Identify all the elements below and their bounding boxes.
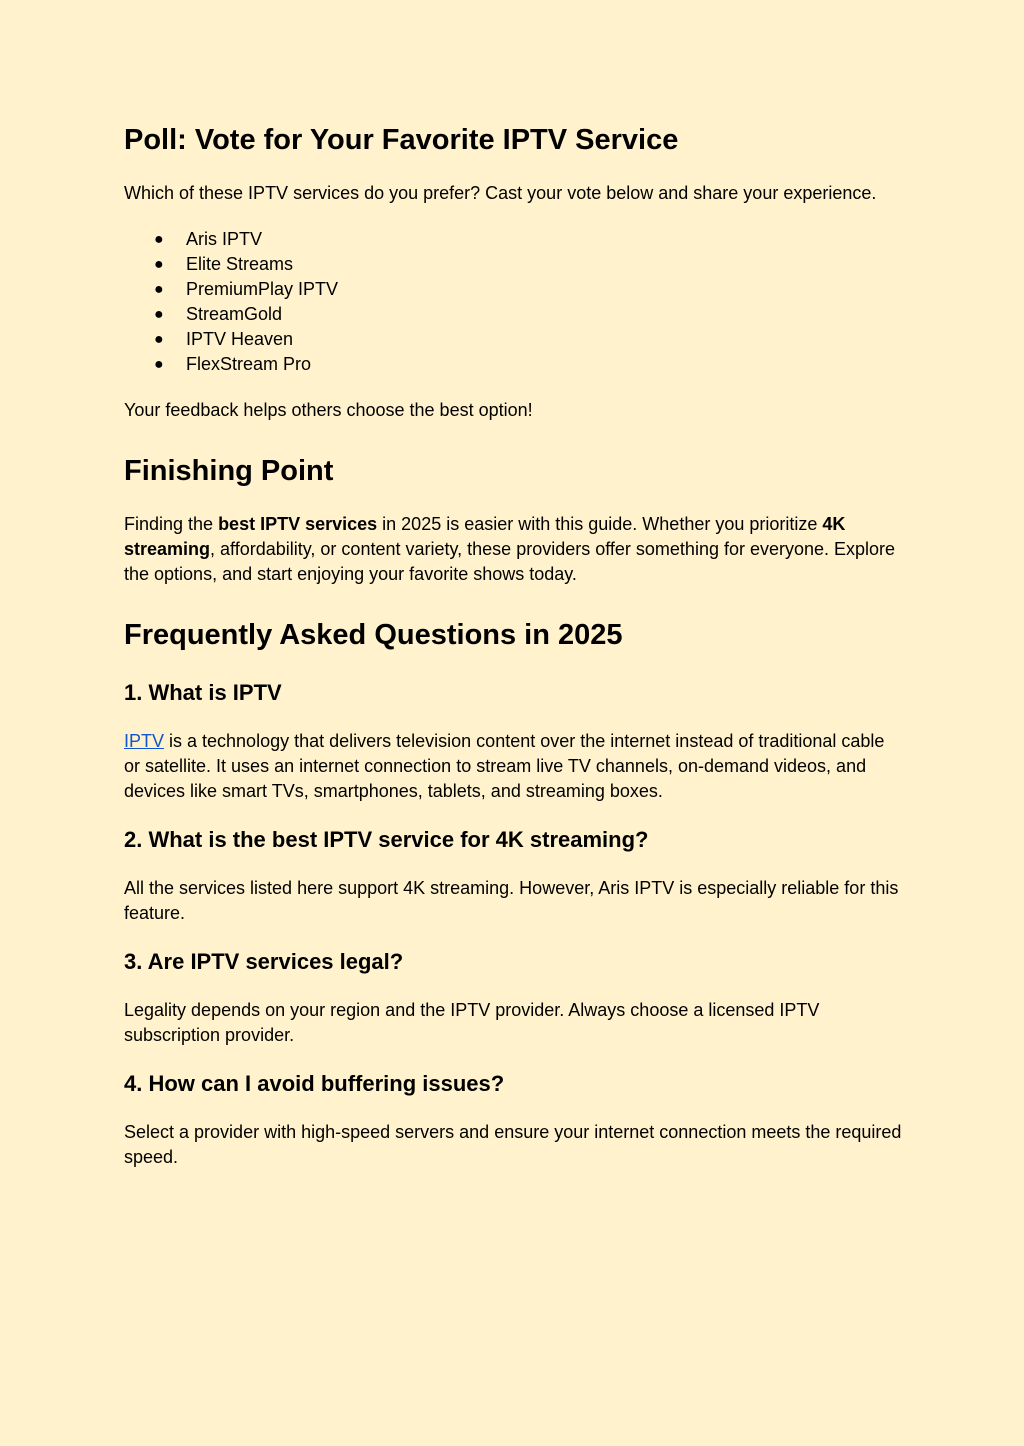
finishing-paragraph: [124, 512, 904, 587]
faq-heading: Frequently Asked Questions in 2025: [124, 619, 623, 651]
poll-intro: Which of these IPTV services do you prefer? Cast your vote below and share your experience.: [124, 183, 877, 203]
faq-answer-3: Legality depends on your region and the IPTV provider. Always choose a licensed IPTV subscription provider.: [124, 1000, 820, 1045]
finishing-bold-1: best IPTV services: [218, 514, 378, 534]
faq-question-3: 3. Are IPTV services legal?: [124, 949, 404, 974]
bullet-icon: ●: [154, 281, 164, 298]
poll-option: [124, 252, 904, 277]
bullet-icon: ●: [154, 356, 164, 373]
poll-option-label: StreamGold: [186, 304, 283, 324]
faq-question-4: 4. How can I avoid buffering issues?: [124, 1071, 505, 1096]
faq-answer-4: Select a provider with high-speed servers and ensure your internet connection meets the required speed.: [124, 1122, 902, 1167]
finishing-text-1: Finding the: [124, 514, 219, 534]
poll-option-label: Aris IPTV: [186, 229, 263, 249]
poll-option: [124, 302, 904, 327]
poll-options-list: [124, 227, 904, 377]
finishing-text-2: in 2025 is easier with this guide. Whether you prioritize: [377, 514, 823, 534]
finishing-bold-2: 4K streaming: [124, 514, 846, 559]
iptv-link[interactable]: IPTV: [124, 731, 165, 751]
faq-question-2: 2. What is the best IPTV service for 4K streaming?: [124, 827, 649, 852]
poll-option-label: IPTV Heaven: [186, 329, 294, 349]
poll-option-label: Elite Streams: [186, 254, 294, 274]
poll-option: [124, 352, 904, 377]
bullet-icon: ●: [154, 256, 164, 273]
faq-answer-1: [124, 729, 904, 804]
faq-question-1: 1. What is IPTV: [124, 680, 282, 705]
poll-option: [124, 227, 904, 252]
faq-answer-2: All the services listed here support 4K streaming. However, Aris IPTV is especially reliable for this feature.: [124, 878, 899, 923]
poll-option: [124, 327, 904, 352]
bullet-icon: ●: [154, 231, 164, 248]
poll-heading: Poll: Vote for Your Favorite IPTV Service: [124, 124, 679, 156]
poll-option: [124, 277, 904, 302]
poll-feedback-note: Your feedback helps others choose the best option!: [124, 400, 533, 420]
finishing-heading: Finishing Point: [124, 455, 334, 487]
faq-answer-1-text: is a technology that delivers television content over the internet instead of traditional cable or satellite. It uses an internet connection to stream live TV channels, on-demand videos, and devices like smart TVs, smartphones, tablets, and streaming boxes.: [124, 731, 885, 801]
bullet-icon: ●: [154, 306, 164, 323]
poll-option-label: FlexStream Pro: [186, 354, 312, 374]
finishing-text-3: , affordability, or content variety, these providers offer something for everyone. Explore the options, and start enjoying your favorite shows today.: [124, 539, 896, 584]
document-content: [124, 120, 904, 1170]
bullet-icon: ●: [154, 331, 164, 348]
poll-option-label: PremiumPlay IPTV: [186, 279, 339, 299]
